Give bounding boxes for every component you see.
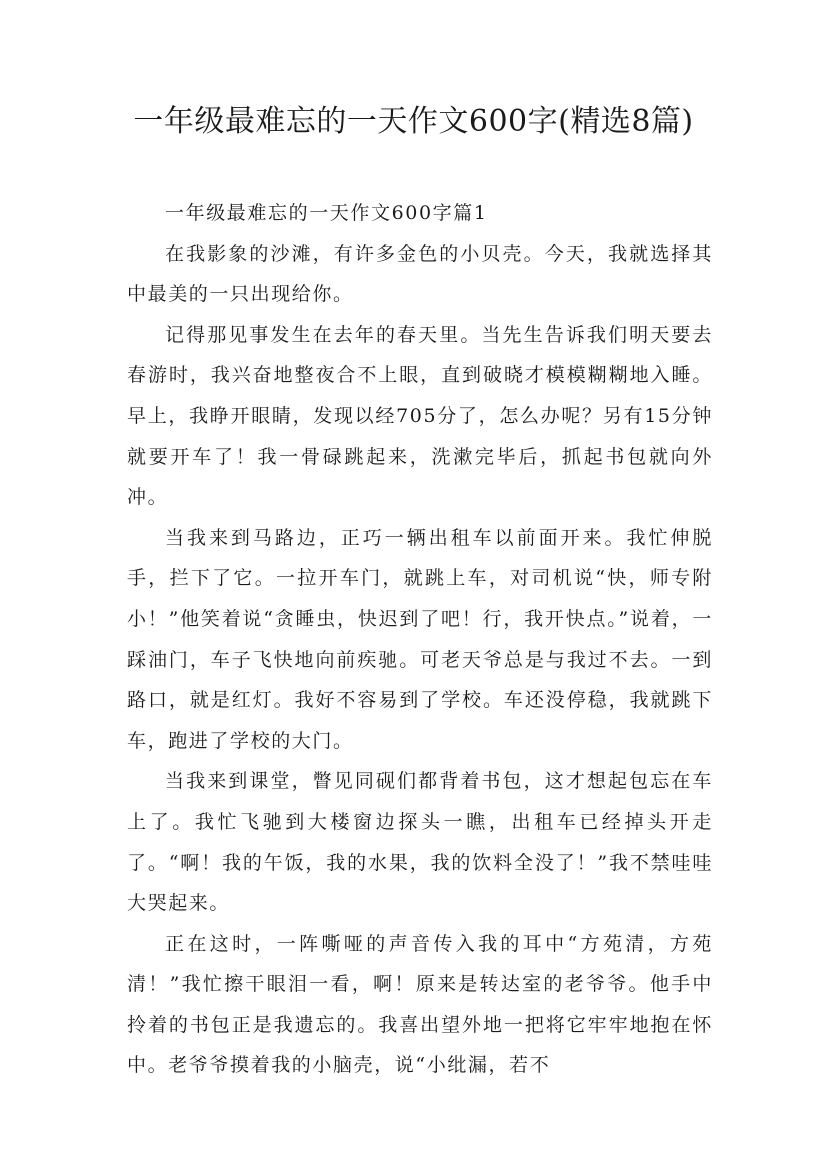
paragraph: 记得那见事发生在去年的春天里。当先生告诉我们明天要去春游时，我兴奋地整夜合不上眼，直到破晓才模模糊糊地入睡。早上，我睁开眼睛，发现以经705分了，怎么办呢？另有15分钟就要开车了！我一骨碌跳起来，洗漱完毕后，抓起书包就向外冲。 [127, 323, 713, 509]
paragraph: 当我来到马路边，正巧一辆出租车以前面开来。我忙伸脱手，拦下了它。一拉开车门，就跳上车，对司机说“快，师专附小！”他笑着说“贪睡虫，快迟到了吧！行，我开快点。”说着，一踩油门，车子飞快地向前疾驰。可老天爷总是与我过不去。一到路口，就是红灯。我好不容易到了学校。车还没停稳，我就跳下车，跑进了学校的大门。 [127, 526, 713, 752]
section-heading: 一年级最难忘的一天作文600字篇1 [165, 202, 488, 224]
document-body [127, 193, 713, 1086]
paragraph: 当我来到课堂，瞥见同砚们都背着书包，这才想起包忘在车上了。我忙飞驰到大楼窗边探头一瞧，出租车已经掉头开走了。“啊！我的午饭，我的水果，我的饮料全没了！”我不禁哇哇大哭起来。 [127, 770, 713, 915]
paragraph: 在我影象的沙滩，有许多金色的小贝壳。今天，我就选择其中最美的一只出现给你。 [127, 242, 713, 306]
document-title: 一年级最难忘的一天作文600字(精选8篇) [133, 104, 694, 139]
paragraph: 正在这时，一阵嘶哑的声音传入我的耳中“方苑清，方苑清！”我忙擦干眼泪一看，啊！原来是转达室的老爷爷。他手中拎着的书包正是我遗忘的。我喜出望外地一把将它牢牢地抱在怀中。老爷爷摸着我的小脑壳，说“小纰漏，若不 [127, 932, 713, 1077]
